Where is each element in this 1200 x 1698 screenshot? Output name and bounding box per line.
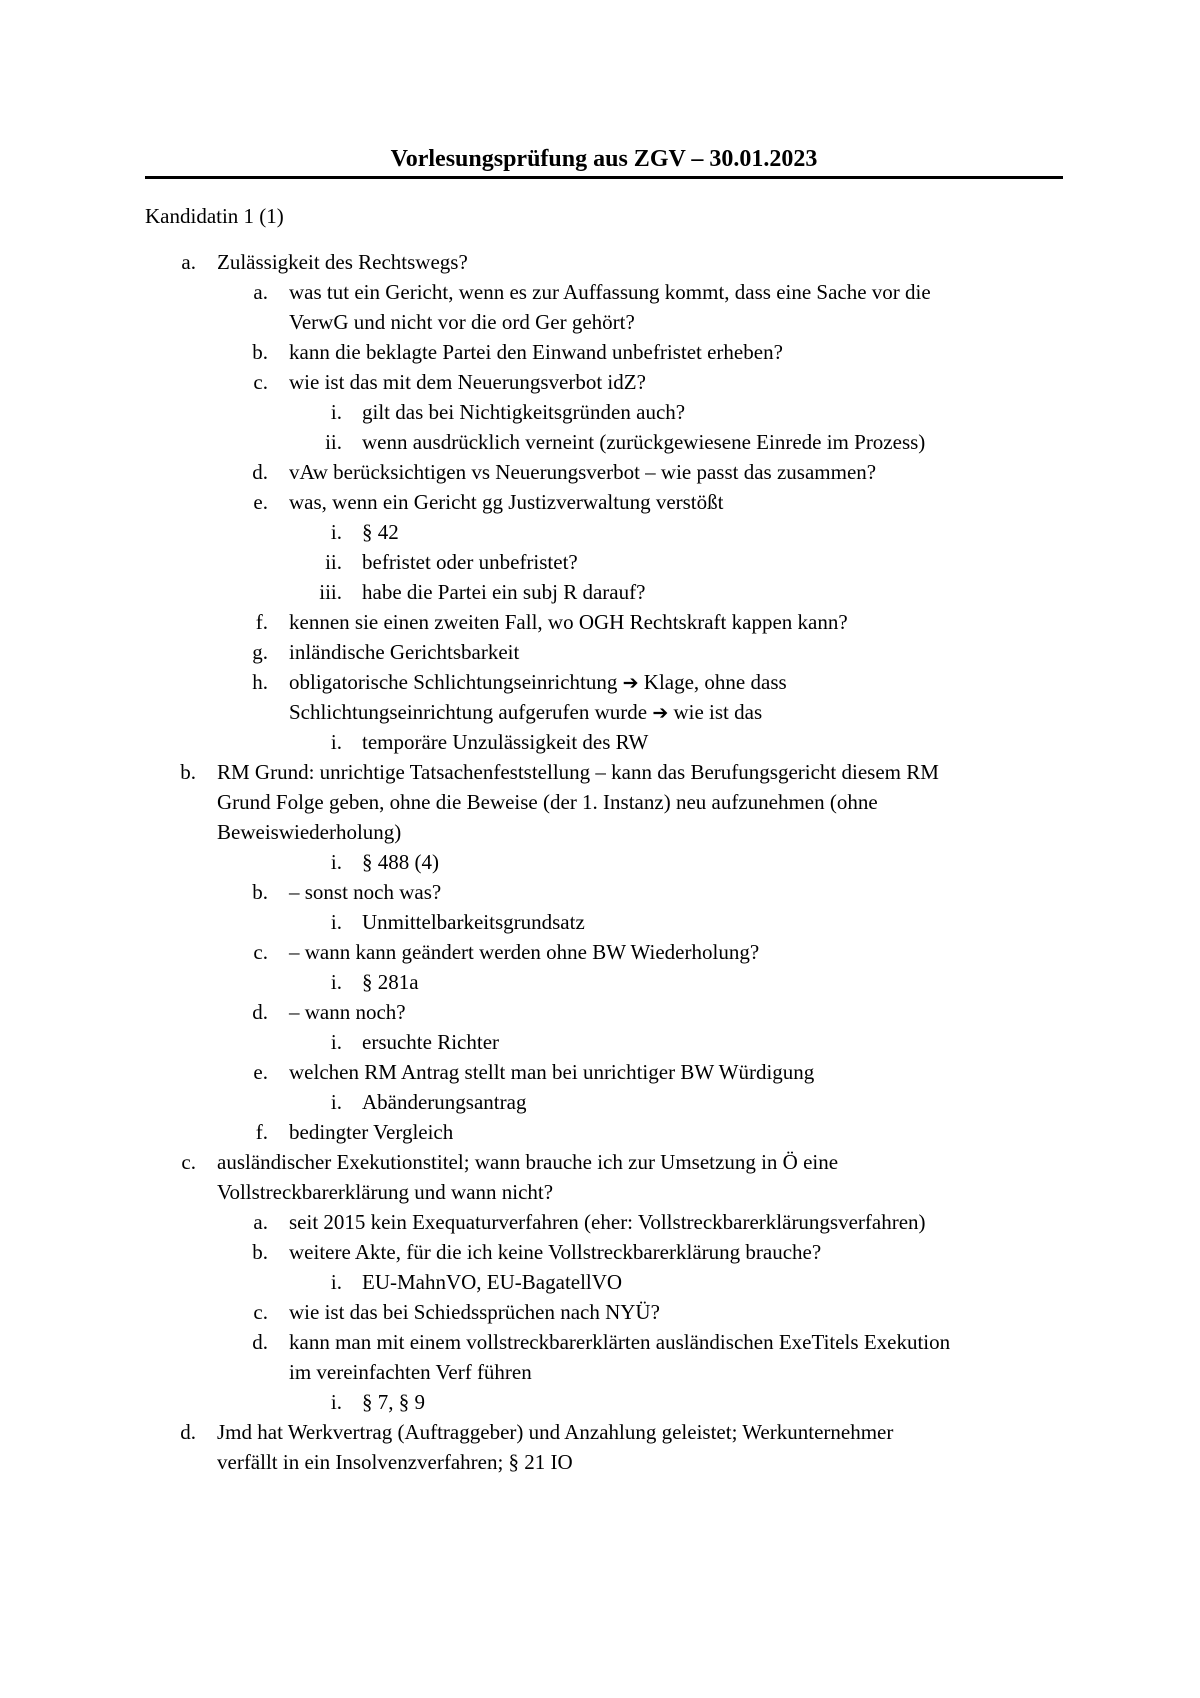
item-text: seit 2015 kein Exequaturverfahren (eher: Vollstreckbarerklärungsverfahren) bbox=[289, 1210, 926, 1234]
section-text: Beweiswiederholung) bbox=[217, 820, 402, 844]
subitem-text: Unmittelbarkeitsgrundsatz bbox=[362, 910, 585, 934]
subitem-text: wenn ausdrücklich verneint (zurückgewiesene Einrede im Prozess) bbox=[362, 430, 926, 454]
item-marker: b. bbox=[252, 1240, 268, 1264]
section-marker: b. bbox=[180, 760, 196, 784]
item-text: kann man mit einem vollstreckbarerklärten ausländischen ExeTitels Exekution bbox=[289, 1330, 951, 1354]
item-marker: h. bbox=[252, 670, 268, 694]
item-text-with-arrow bbox=[289, 667, 787, 698]
item-text: VerwG und nicht vor die ord Ger gehört? bbox=[289, 310, 635, 334]
title-underline bbox=[145, 176, 1063, 179]
item-text: welchen RM Antrag stellt man bei unrichtiger BW Würdigung bbox=[289, 1060, 815, 1084]
subitem-marker: ii. bbox=[325, 550, 342, 574]
item-marker: e. bbox=[253, 1060, 268, 1084]
section-marker: c. bbox=[181, 1150, 196, 1174]
section-text: Vollstreckbarerklärung und wann nicht? bbox=[217, 1180, 554, 1204]
subitem-marker: i. bbox=[330, 910, 342, 934]
item-text: kennen sie einen zweiten Fall, wo OGH Rechtskraft kappen kann? bbox=[289, 610, 848, 634]
item-text: was, wenn ein Gericht gg Justizverwaltung verstößt bbox=[289, 490, 724, 514]
subitem-marker: iii. bbox=[319, 580, 342, 604]
arrow-text-segment: Klage, ohne dass bbox=[643, 670, 787, 694]
item-text: vAw berücksichtigen vs Neuerungsverbot – wie passt das zusammen? bbox=[289, 460, 877, 484]
section-text: Jmd hat Werkvertrag (Auftraggeber) und Anzahlung geleistet; Werkunternehmer bbox=[217, 1420, 894, 1444]
item-text-with-arrow bbox=[289, 697, 762, 728]
item-marker: c. bbox=[253, 370, 268, 394]
item-marker: e. bbox=[253, 490, 268, 514]
item-text: bedingter Vergleich bbox=[289, 1120, 454, 1144]
item-text: inländische Gerichtsbarkeit bbox=[289, 640, 520, 664]
item-text: was tut ein Gericht, wenn es zur Auffassung kommt, dass eine Sache vor die bbox=[289, 280, 931, 304]
item-text: kann die beklagte Partei den Einwand unbefristet erheben? bbox=[289, 340, 783, 364]
section-text: Zulässigkeit des Rechtswegs? bbox=[217, 250, 468, 274]
section-text: verfällt in ein Insolvenzverfahren; § 21 IO bbox=[217, 1450, 573, 1474]
item-marker: g. bbox=[252, 640, 268, 664]
subitem-text: § 488 (4) bbox=[362, 850, 439, 874]
subitem-text: gilt das bei Nichtigkeitsgründen auch? bbox=[362, 400, 686, 424]
item-text: wie ist das mit dem Neuerungsverbot idZ? bbox=[289, 370, 646, 394]
item-marker: a. bbox=[253, 1210, 268, 1234]
arrow-text-segment: obligatorische Schlichtungseinrichtung bbox=[289, 670, 618, 694]
right-arrow-icon: ➔ bbox=[652, 702, 669, 724]
item-text: – wann kann geändert werden ohne BW Wiederholung? bbox=[289, 940, 760, 964]
subitem-text: ersuchte Richter bbox=[362, 1030, 500, 1054]
item-marker: c. bbox=[253, 940, 268, 964]
subitem-text: § 281a bbox=[362, 970, 419, 994]
subitem-marker: i. bbox=[330, 1090, 342, 1114]
item-marker: b. bbox=[252, 880, 268, 904]
subitem-marker: i. bbox=[330, 400, 342, 424]
subitem-marker: i. bbox=[330, 1030, 342, 1054]
subitem-text: habe die Partei ein subj R darauf? bbox=[362, 580, 646, 604]
subitem-text: temporäre Unzulässigkeit des RW bbox=[362, 730, 649, 754]
subitem-text: EU-MahnVO, EU-BagatellVO bbox=[362, 1270, 623, 1294]
item-marker: f. bbox=[255, 1120, 268, 1144]
subitem-text: befristet oder unbefristet? bbox=[362, 550, 578, 574]
arrow-text-segment: Schlichtungseinrichtung aufgerufen wurde bbox=[289, 700, 648, 724]
item-text: wie ist das bei Schiedssprüchen nach NYÜ? bbox=[289, 1300, 660, 1324]
item-text: – wann noch? bbox=[289, 1000, 406, 1024]
subitem-marker: i. bbox=[330, 520, 342, 544]
subitem-marker: i. bbox=[330, 1270, 342, 1294]
subitem-marker: i. bbox=[330, 970, 342, 994]
subitem-marker: i. bbox=[330, 850, 342, 874]
section-text: ausländischer Exekutionstitel; wann brauche ich zur Umsetzung in Ö eine bbox=[217, 1150, 839, 1174]
right-arrow-icon: ➔ bbox=[622, 672, 639, 694]
item-marker: d. bbox=[252, 1330, 268, 1354]
item-text: im vereinfachten Verf führen bbox=[289, 1360, 532, 1384]
section-text: Grund Folge geben, ohne die Beweise (der 1. Instanz) neu aufzunehmen (ohne bbox=[217, 790, 878, 814]
subitem-marker: i. bbox=[330, 1390, 342, 1414]
arrow-text-segment: wie ist das bbox=[673, 700, 763, 724]
section-marker: d. bbox=[180, 1420, 196, 1444]
section-marker: a. bbox=[181, 250, 196, 274]
item-text: – sonst noch was? bbox=[289, 880, 442, 904]
section-text: RM Grund: unrichtige Tatsachenfeststellung – kann das Berufungsgericht diesem RM bbox=[217, 760, 939, 784]
item-marker: d. bbox=[252, 1000, 268, 1024]
item-marker: d. bbox=[252, 460, 268, 484]
item-text: weitere Akte, für die ich keine Vollstreckbarerklärung brauche? bbox=[289, 1240, 822, 1264]
item-marker: f. bbox=[255, 610, 268, 634]
candidate-heading: Kandidatin 1 (1) bbox=[145, 204, 284, 228]
page-title: Vorlesungsprüfung aus ZGV – 30.01.2023 bbox=[390, 146, 818, 172]
subitem-text: § 7, § 9 bbox=[362, 1390, 425, 1414]
item-marker: a. bbox=[253, 280, 268, 304]
subitem-marker: i. bbox=[330, 730, 342, 754]
item-marker: c. bbox=[253, 1300, 268, 1324]
subitem-text: Abänderungsantrag bbox=[362, 1090, 527, 1114]
item-marker: b. bbox=[252, 340, 268, 364]
subitem-text: § 42 bbox=[362, 520, 399, 544]
subitem-marker: ii. bbox=[325, 430, 342, 454]
